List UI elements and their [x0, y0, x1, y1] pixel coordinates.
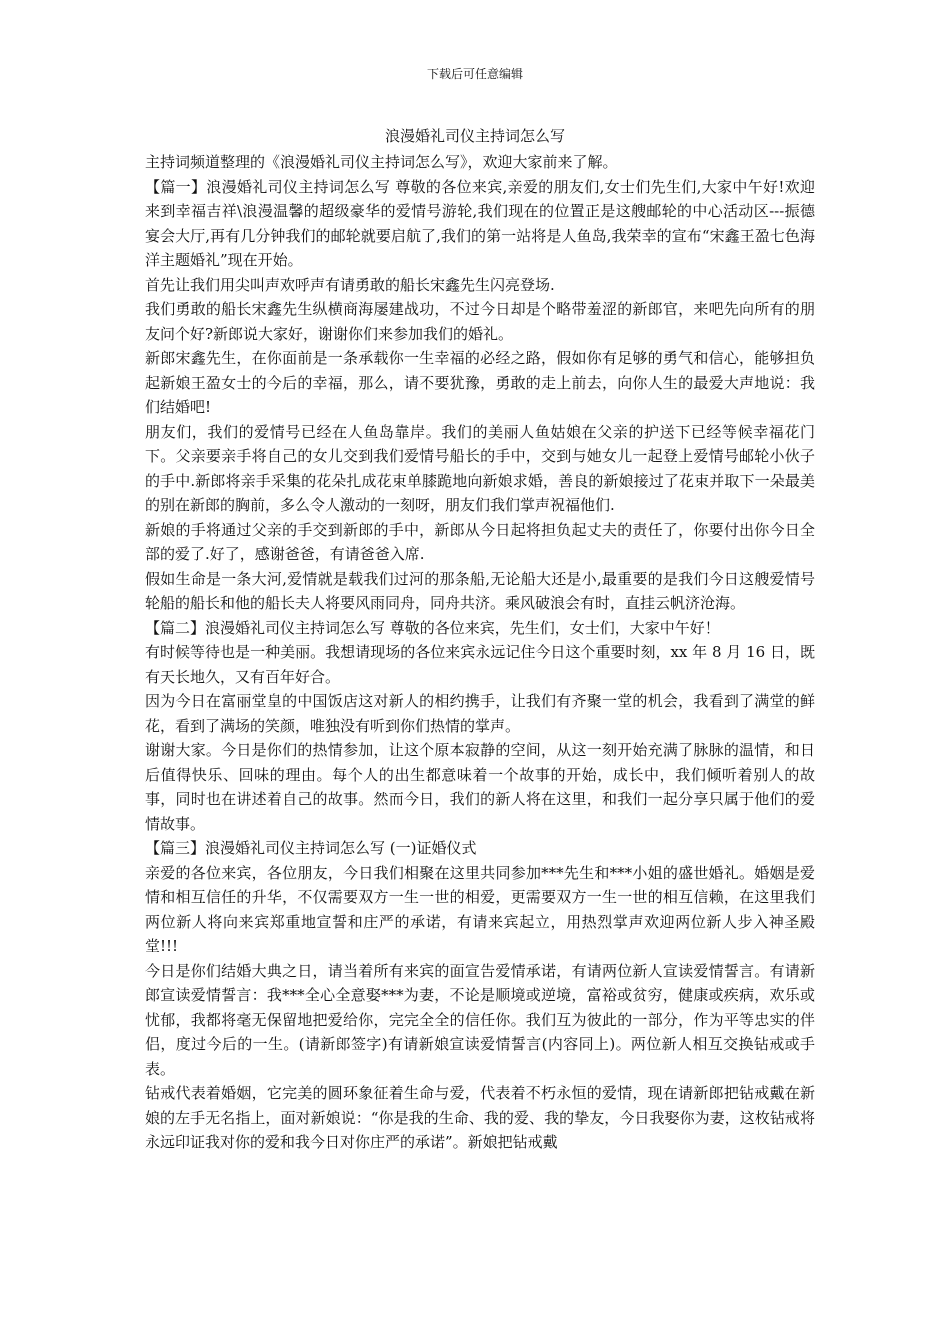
paragraph: 有时候等待也是一种美丽。我想请现场的各位来宾永远记住今日这个重要时刻，xx 年 8 月 16 日，既有天长地久，又有百年好合。	[145, 643, 815, 686]
paragraph: 因为今日在富丽堂皇的中国饭店这对新人的相约携手，让我们有齐聚一堂的机会，我看到了满堂的鲜花，看到了满场的笑颜，唯独没有听到你们热情的掌声。	[145, 692, 815, 735]
paragraph: 今日是你们结婚大典之日，请当着所有来宾的面宣告爱情承诺，有请两位新人宣读爱情誓言。有请新郎宣读爱情誓言：我***全心全意娶***为妻，不论是顺境或逆境，富裕或贫穷，健康或疾病，欢乐或忧郁，我都将毫无保留地把爱给你，完完全全的信任你。我们互为彼此的一部分，作为平等忠实的伴侣，度过今后的一生。(请新郎签字)有请新娘宣读爱情誓言(内容同上)。两位新人相互交换钻戒或手表。	[145, 961, 815, 1078]
document-body	[145, 150, 815, 1155]
paragraph: 新郎宋鑫先生，在你面前是一条承载你一生幸福的必经之路，假如你有足够的勇气和信心，能够担负起新娘王盈女士的今后的幸福，那么，请不要犹豫，勇敢的走上前去，向你人生的最爱大声地说：我们结婚吧!	[145, 349, 815, 416]
paragraph-section-one: 【篇一】浪漫婚礼司仪主持词怎么写 尊敬的各位来宾,亲爱的朋友们,女士们先生们,大家中午好!欢迎来到幸福吉祥\浪漫温馨的超级豪华的爱情号游轮,我们现在的位置正是这艘邮轮的中心活动区---振德宴会大厅,再有几分钟我们的邮轮就要启航了,我们的第一站将是人鱼岛,我荣幸的宣布“宋鑫王盈七色海洋主题婚礼”现在开始。	[145, 177, 815, 269]
paragraph: 朋友们，我们的爱情号已经在人鱼岛靠岸。我们的美丽人鱼姑娘在父亲的护送下已经等候幸福花门下。父亲要亲手将自己的女儿交到我们爱情号船长的手中，交到与她女儿一起登上爱情号邮轮小伙子的手中.新郎将亲手采集的花朵扎成花束单膝跪地向新娘求婚，善良的新娘接过了花束并取下一朵最美的别在新郎的胸前，多么令人激动的一刻呀，朋友们我们掌声祝福他们.	[145, 422, 815, 514]
paragraph: 假如生命是一条大河,爱情就是载我们过河的那条船,无论船大还是小,最重要的是我们今日这艘爱情号轮船的船长和他的船长夫人将要风雨同舟，同舟共济。乘风破浪会有时，直挂云帆济沧海。	[145, 569, 815, 612]
paragraph: 钻戒代表着婚姻，它完美的圆环象征着生命与爱，代表着不朽永恒的爱情，现在请新郎把钻戒戴在新娘的左手无名指上，面对新娘说：“你是我的生命、我的爱、我的挚友，今日我娶你为妻，这枚钻戒将永远印证我对你的爱和我今日对你庄严的承诺”。新娘把钻戒戴	[145, 1084, 815, 1151]
document-title: 浪漫婚礼司仪主持词怎么写	[384, 127, 565, 145]
paragraph-section-three: 【篇三】浪漫婚礼司仪主持词怎么写 (一)证婚仪式	[145, 839, 477, 857]
paragraph: 新娘的手将通过父亲的手交到新郎的手中，新郎从今日起将担负起丈夫的责任了，你要付出你今日全部的爱了.好了，感谢爸爸，有请爸爸入席.	[145, 520, 815, 563]
paragraph: 亲爱的各位来宾，各位朋友，今日我们相聚在这里共同参加***先生和***小姐的盛世婚礼。婚姻是爱情和相互信任的升华，不仅需要双方一生一世的相爱，更需要双方一生一世的相互信赖，在这里我们两位新人将向来宾郑重地宣誓和庄严的承诺，有请来宾起立，用热烈掌声欢迎两位新人步入神圣殿堂!!!	[145, 863, 815, 955]
paragraph-section-two: 【篇二】浪漫婚礼司仪主持词怎么写 尊敬的各位来宾，先生们，女士们，大家中午好！	[145, 618, 720, 637]
paragraph: 首先让我们用尖叫声欢呼声有请勇敢的船长宋鑫先生闪亮登场.	[145, 275, 555, 294]
paragraph-intro: 主持词频道整理的《浪漫婚礼司仪主持词怎么写》，欢迎大家前来了解。	[145, 153, 618, 171]
paragraph: 我们勇敢的船长宋鑫先生纵横商海屡建战功，不过今日却是个略带羞涩的新郎官，来吧先向所有的朋友问个好?新郎说大家好，谢谢你们来参加我们的婚礼。	[145, 300, 815, 343]
page-header-note: 下载后可任意编辑	[426, 67, 523, 81]
paragraph: 谢谢大家。今日是你们的热情参加，让这个原本寂静的空间，从这一刻开始充满了脉脉的温情，和日后值得快乐、回味的理由。每个人的出生都意味着一个故事的开始，成长中，我们倾听着别人的故事，同时也在讲述着自己的故事。然而今日，我们的新人将在这里，和我们一起分享只属于他们的爱情故事。	[145, 741, 815, 833]
